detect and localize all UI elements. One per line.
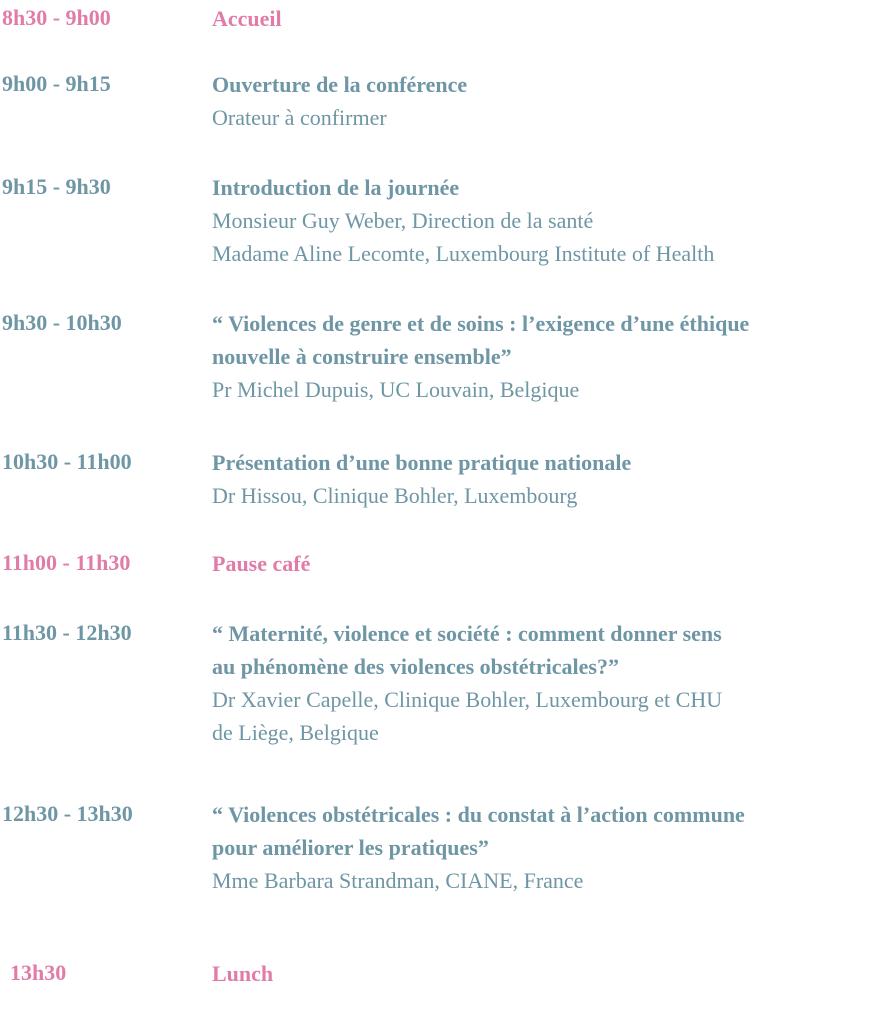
entry-speaker: Mme Barbara Strandman, CIANE, France <box>212 868 584 893</box>
entry-content <box>212 2 876 35</box>
entry-content <box>212 307 876 406</box>
entry-time: 9h15 - 9h30 <box>2 174 111 199</box>
entry-speaker: Pr Michel Dupuis, UC Louvain, Belgique <box>212 377 580 402</box>
entry-content <box>212 68 876 134</box>
entry-time: 11h00 - 11h30 <box>2 550 131 575</box>
entry-time: 8h30 - 9h00 <box>2 5 111 30</box>
entry-speaker: Monsieur Guy Weber, Direction de la santé <box>212 208 594 233</box>
entry-title: Ouverture de la conférence <box>212 72 468 97</box>
entry-content <box>212 446 876 512</box>
entry-title: Présentation d’une bonne pratique nationale <box>212 450 632 475</box>
entry-speaker: Dr Xavier Capelle, Clinique Bohler, Luxembourg et CHU <box>212 687 723 712</box>
entry-title: nouvelle à construire ensemble” <box>212 344 512 369</box>
entry-time: 13h30 <box>10 960 67 985</box>
entry-title: pour améliorer les pratiques” <box>212 835 489 860</box>
entry-time: 9h00 - 9h15 <box>2 71 111 96</box>
entry-content <box>212 957 876 990</box>
entry-content <box>212 798 876 897</box>
entry-speaker: Dr Hissou, Clinique Bohler, Luxembourg <box>212 483 578 508</box>
entry-title: “ Maternité, violence et société : comment donner sens <box>212 621 722 646</box>
entry-content <box>212 171 876 270</box>
entry-title: au phénomène des violences obstétricales?” <box>212 654 619 679</box>
entry-speaker: de Liège, Belgique <box>212 720 379 745</box>
entry-time: 12h30 - 13h30 <box>2 801 133 826</box>
entry-title: “ Violences de genre et de soins : l’exigence d’une éthique <box>212 311 750 336</box>
entry-time: 11h30 - 12h30 <box>2 620 132 645</box>
entry-time: 10h30 - 11h00 <box>2 449 132 474</box>
entry-title: Pause café <box>212 551 311 576</box>
entry-time: 9h30 - 10h30 <box>2 310 122 335</box>
entry-title: Introduction de la journée <box>212 175 460 200</box>
entry-content <box>212 547 876 580</box>
entry-content <box>212 617 876 749</box>
entry-title: “ Violences obstétricales : du constat à l’action commune <box>212 802 745 827</box>
entry-title: Lunch <box>212 961 274 986</box>
entry-title: Accueil <box>212 6 282 31</box>
entry-speaker: Orateur à confirmer <box>212 105 387 130</box>
entry-speaker: Madame Aline Lecomte, Luxembourg Institute of Health <box>212 241 715 266</box>
